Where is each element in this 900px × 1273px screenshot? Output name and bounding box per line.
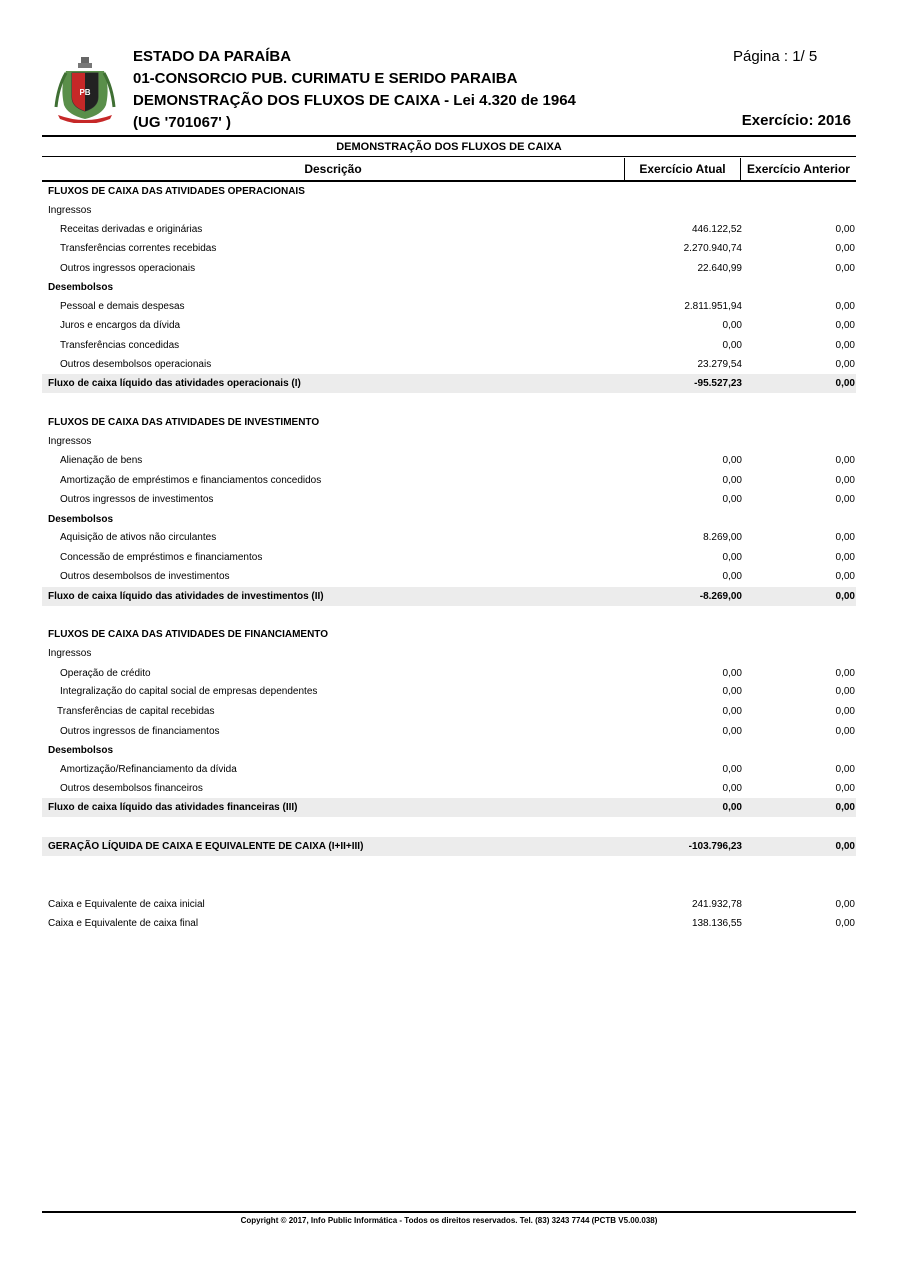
row-description: FLUXOS DE CAIXA DAS ATIVIDADES OPERACIONAIS <box>48 186 305 197</box>
value-previous: 0,00 <box>835 340 855 351</box>
row-description: Aquisição de ativos não circulantes <box>60 532 217 543</box>
column-header-exercicio-anterior: Exercício Anterior <box>747 162 850 176</box>
row-description: Outros desembolsos financeiros <box>60 783 203 794</box>
value-previous: 0,00 <box>835 802 855 813</box>
title-divider <box>42 156 856 157</box>
table-row <box>42 644 856 663</box>
table-row <box>42 741 856 760</box>
value-current: -8.269,00 <box>699 591 742 602</box>
table-row <box>42 664 856 683</box>
row-description: Outros desembolsos de investimentos <box>60 571 230 582</box>
table-row <box>42 297 856 316</box>
value-current: 22.640,99 <box>697 263 742 274</box>
value-previous: 0,00 <box>835 263 855 274</box>
row-description: Integralização do capital social de empresas dependentes <box>60 686 318 697</box>
footer-copyright: Copyright © 2017, Info Public Informática - Todos os direitos reservados. Tel. (83) 3243 7744 (PCTB V5.00.038) <box>240 1216 658 1225</box>
value-previous: 0,00 <box>835 918 855 929</box>
subtotal-row <box>42 587 856 606</box>
table-row <box>42 432 856 451</box>
table-row <box>42 471 856 490</box>
value-previous: 0,00 <box>835 320 855 331</box>
value-current: 0,00 <box>722 455 742 466</box>
row-description: Caixa e Equivalente de caixa final <box>48 918 199 929</box>
row-description: Fluxo de caixa líquido das atividades operacionais (I) <box>48 378 301 389</box>
table-row <box>42 760 856 779</box>
column-header-descricao: Descrição <box>304 162 362 176</box>
row-description: Outros ingressos de investimentos <box>60 494 214 505</box>
value-current: 0,00 <box>722 783 742 794</box>
entity-name: 01-CONSORCIO PUB. CURIMATU E SERIDO PARAIBA <box>133 70 518 87</box>
row-description: Juros e encargos da dívida <box>60 320 181 331</box>
value-current: 0,00 <box>722 668 742 679</box>
row-description: Outros ingressos operacionais <box>60 263 196 274</box>
value-previous: 0,00 <box>835 764 855 775</box>
row-description: Ingressos <box>48 648 92 659</box>
value-current: 2.811.951,94 <box>684 301 742 312</box>
value-current: 0,00 <box>722 706 742 717</box>
row-description: Concessão de empréstimos e financiamentos <box>60 552 263 563</box>
table-row <box>42 895 856 914</box>
svg-text:PB: PB <box>79 88 91 97</box>
table-row <box>42 239 856 258</box>
value-previous: 0,00 <box>835 243 855 254</box>
table-row <box>42 682 856 701</box>
value-current: 0,00 <box>722 320 742 331</box>
value-previous: 0,00 <box>835 571 855 582</box>
value-previous: 0,00 <box>835 686 855 697</box>
table-row <box>42 914 856 933</box>
row-description: Amortização de empréstimos e financiamentos concedidos <box>60 475 322 486</box>
state-name: ESTADO DA PARAÍBA <box>133 48 292 65</box>
row-description: Outros ingressos de financiamentos <box>60 726 220 737</box>
table-row <box>42 201 856 220</box>
table-row <box>42 316 856 335</box>
table-row <box>42 336 856 355</box>
value-previous: 0,00 <box>835 494 855 505</box>
value-current: 446.122,52 <box>691 224 742 235</box>
value-previous: 0,00 <box>835 668 855 679</box>
value-previous: 0,00 <box>835 378 855 389</box>
subtotal-row <box>42 798 856 817</box>
value-current: 241.932,78 <box>691 899 742 910</box>
grand-total-row <box>42 837 856 856</box>
table-row <box>42 779 856 798</box>
table-row <box>42 490 856 509</box>
row-description: FLUXOS DE CAIXA DAS ATIVIDADES DE INVESTIMENTO <box>48 417 320 428</box>
table-row <box>42 702 856 721</box>
table-row <box>42 278 856 297</box>
value-previous: 0,00 <box>835 783 855 794</box>
table-row <box>42 528 856 547</box>
table-row <box>42 722 856 741</box>
value-previous: 0,00 <box>835 359 855 370</box>
table-title: DEMONSTRAÇÃO DOS FLUXOS DE CAIXA <box>336 141 562 153</box>
value-previous: 0,00 <box>835 301 855 312</box>
row-description: Alienação de bens <box>60 455 143 466</box>
table-row <box>42 510 856 529</box>
table-row <box>42 259 856 278</box>
value-current: -95.527,23 <box>694 378 742 389</box>
value-current: 8.269,00 <box>703 532 742 543</box>
page-number: Página : 1/ 5 <box>733 48 818 65</box>
value-current: -103.796,23 <box>688 841 742 852</box>
table-row <box>42 220 856 239</box>
table-row <box>42 355 856 374</box>
value-current: 0,00 <box>722 475 742 486</box>
report-title: DEMONSTRAÇÃO DOS FLUXOS DE CAIXA - Lei 4.320 de 1964 <box>133 92 576 109</box>
subtotal-row <box>42 374 856 393</box>
row-description: Desembolsos <box>48 745 114 756</box>
exercise-year: Exercício: 2016 <box>741 112 851 129</box>
value-current: 0,00 <box>722 802 742 813</box>
row-description: Amortização/Refinanciamento da dívida <box>60 764 237 775</box>
row-description: Fluxo de caixa líquido das atividades financeiras (III) <box>48 802 298 813</box>
table-row <box>42 548 856 567</box>
value-previous: 0,00 <box>835 224 855 235</box>
row-description: Caixa e Equivalente de caixa inicial <box>48 899 205 910</box>
value-previous: 0,00 <box>835 841 855 852</box>
value-previous: 0,00 <box>835 532 855 543</box>
row-description: Receitas derivadas e originárias <box>60 224 203 235</box>
value-previous: 0,00 <box>835 591 855 602</box>
value-current: 2.270.940,74 <box>683 243 742 254</box>
table-row <box>42 567 856 586</box>
ug-code: (UG '701067' ) <box>133 114 232 131</box>
table-row <box>42 413 856 432</box>
footer-divider <box>42 1211 856 1213</box>
value-previous: 0,00 <box>835 455 855 466</box>
value-current: 0,00 <box>722 552 742 563</box>
value-previous: 0,00 <box>835 706 855 717</box>
row-description: Operação de crédito <box>60 668 151 679</box>
row-description: Transferências concedidas <box>60 340 180 351</box>
table-row <box>42 451 856 470</box>
row-description: Transferências de capital recebidas <box>57 706 215 717</box>
row-description: Outros desembolsos operacionais <box>60 359 212 370</box>
value-current: 0,00 <box>722 686 742 697</box>
row-description: Desembolsos <box>48 282 114 293</box>
row-description: Pessoal e demais despesas <box>60 301 185 312</box>
row-description: Transferências correntes recebidas <box>60 243 217 254</box>
value-current: 0,00 <box>722 494 742 505</box>
row-description: GERAÇÃO LÍQUIDA DE CAIXA E EQUIVALENTE DE CAIXA (I+II+III) <box>48 841 364 852</box>
row-description: FLUXOS DE CAIXA DAS ATIVIDADES DE FINANCIAMENTO <box>48 629 329 640</box>
value-current: 0,00 <box>722 726 742 737</box>
value-previous: 0,00 <box>835 475 855 486</box>
header-divider <box>42 135 856 137</box>
value-current: 0,00 <box>722 571 742 582</box>
value-previous: 0,00 <box>835 899 855 910</box>
value-current: 23.279,54 <box>697 359 742 370</box>
table-row <box>42 625 856 644</box>
row-description: Fluxo de caixa líquido das atividades de investimentos (II) <box>48 591 324 602</box>
table-row <box>42 182 856 201</box>
row-description: Ingressos <box>48 436 92 447</box>
row-description: Desembolsos <box>48 514 114 525</box>
value-current: 138.136,55 <box>691 918 742 929</box>
row-description: Ingressos <box>48 205 92 216</box>
value-current: 0,00 <box>722 764 742 775</box>
value-current: 0,00 <box>722 340 742 351</box>
state-coat-of-arms-icon <box>54 57 116 123</box>
value-previous: 0,00 <box>835 552 855 563</box>
value-previous: 0,00 <box>835 726 855 737</box>
column-header-exercicio-atual: Exercício Atual <box>639 162 726 176</box>
